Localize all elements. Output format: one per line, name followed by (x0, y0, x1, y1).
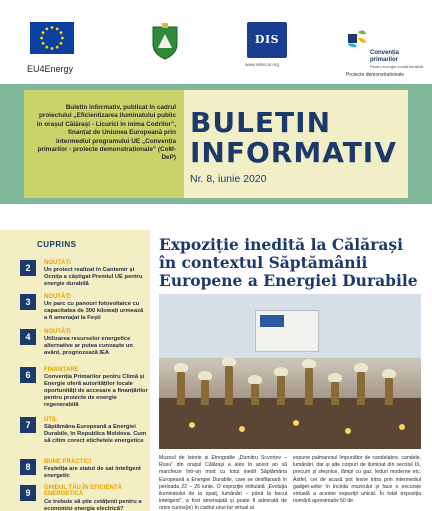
toc-description: Un proiect realizat în Cantemir și Ocnița a câștigat Premiul UE pentru energie durabilă (44, 267, 143, 287)
toc-heading: CUPRINS (37, 240, 77, 249)
calarasi-crest-icon (150, 22, 180, 60)
toc-description: Feștelița are statut de sat inteligent energetic (44, 466, 141, 479)
article-title: Expoziție inedită la Călărași în contextul Săptămânii Europene a Energiei Durabile (159, 235, 418, 290)
toc-category: UTIL (44, 417, 58, 423)
bulletin-title (190, 108, 397, 168)
bulletin-intro-text: Buletin informativ, publicat în cadrul proiectului „Eficientizarea iluminatului public în orașul Călărași - Licurici în inima Codrilor”, finanțat de Uniunea Europeană prin intermediul programului UE „Convenția primarilor - proiecte demonstraționale” (CoM-DeP) (36, 104, 176, 162)
bulletin-title-line2: INFORMATIV (190, 136, 397, 169)
toc-category: BUNE PRACTICI (44, 459, 92, 465)
toc-category: NOUTĂȚI (44, 294, 71, 300)
logo-bar (0, 0, 432, 84)
candle-glow-icon (399, 424, 405, 430)
lamp-icon (225, 365, 233, 405)
title-panel (184, 90, 408, 198)
lamp-icon (277, 375, 285, 405)
article-body-left: Muzeul de Istorie și Etnografie „Dumitru Scvorțov – Rusu” din orașul Călărași a ales în acest an să marcheze într-un mod cu totul inedit Săptămâna Europeană a Energiei Durabile, care se desfășoară în perioada 22 – 26 iunie. O expoziție intitulată „Evoluția iluminatului de la opaiț, lumânări – până la becul inteligent”, a fost amenajată și poate fi admirată de orice curios(ie) în cadrul unui tur virtual al (159, 455, 287, 511)
header-band (0, 84, 432, 204)
eu4energy-caption: EU4Energy (27, 64, 74, 74)
lamp-icon (305, 367, 313, 405)
toc-category: GHIDUL TĂU ÎN EFICIENȚĂ ENERGETICĂ (44, 485, 122, 497)
dis-logo-text: DIS (254, 33, 280, 46)
toc-page-number: 7 (20, 417, 36, 433)
candle-glow-icon (189, 422, 195, 428)
toc-page-number: 8 (20, 459, 36, 475)
toc-page-number: 9 (20, 485, 36, 501)
lamp-icon (177, 371, 185, 405)
toc-category: NOUTĂȚI (44, 329, 71, 335)
toc-category: NOUTĂȚI (44, 260, 71, 266)
lamp-icon (385, 377, 393, 405)
lamp-icon (331, 381, 339, 405)
photo-poster (255, 310, 319, 352)
table-of-contents (0, 230, 150, 511)
toc-description: Utilizarea resurselor energetice alternative ar putea cunoaște un avânt, prognozează IEA (44, 336, 133, 356)
eu-stars-icon (30, 22, 74, 54)
candle-glow-icon (293, 420, 299, 426)
issue-number: Nr. 8, iunie 2020 (190, 173, 267, 185)
photo-table (159, 398, 421, 449)
lamp-icon (251, 383, 259, 405)
toc-description: Convenția Primarilor pentru Climă și Energie oferă autorităților locale oportunități de accesare a finanțărilor pentru proiecte de energie regenerabilă (44, 374, 148, 408)
toc-page-number: 3 (20, 294, 36, 310)
bulletin-title-line1: BULETIN (190, 106, 331, 139)
covenant-of-mayors-logo (346, 20, 426, 80)
candle-glow-icon (239, 426, 245, 432)
toc-page-number: 4 (20, 329, 36, 345)
lamp-icon (357, 371, 365, 405)
lamp-icon (201, 379, 209, 405)
dis-logo (247, 22, 287, 58)
toc-category: FINANȚARE (44, 367, 79, 373)
eu-flag-icon (30, 22, 74, 54)
covenant-title: Convenția primarilor (370, 50, 400, 63)
exhibition-photo (159, 294, 421, 449)
toc-description: Un parc cu panouri fotovoltaice cu capacitatea de 300 kilowați urmează a fi amenajat la Fești (44, 301, 144, 321)
toc-page-number: 2 (20, 260, 36, 276)
covenant-demo-caption: Proiecte demonstrationale (346, 72, 405, 78)
toc-description: Ce trebuie să știe cetățenii pentru a economisi energia electrică? (44, 499, 142, 511)
article-body-right: expune palmaresul împunător de candelabre, candele, lumânări, dar și alte corpuri de iluminat din secolul IX, precum și sfeșnice, lămpi cu gaz, leduri moderne etc. Astfel, cei de acasă pot lesne intra prin intermediul gadget-urilor în incinta muzeului și face o excursie virtuală a acestei expoziții unicat. În total expoziția numără aproximativ 50 de (293, 455, 421, 505)
candle-glow-icon (345, 428, 351, 434)
dis-url: www.sidecon.org (245, 62, 280, 67)
covenant-subtitle: Pentru energie locală durabilă (370, 64, 424, 69)
header-inner (24, 90, 408, 198)
toc-description: Săptămâna Europeană a Energiei Durabile, în Republica Moldova. Cum să citim corect etichetele energetice (44, 424, 147, 444)
covenant-mark-icon (346, 28, 368, 48)
toc-page-number: 6 (20, 367, 36, 383)
